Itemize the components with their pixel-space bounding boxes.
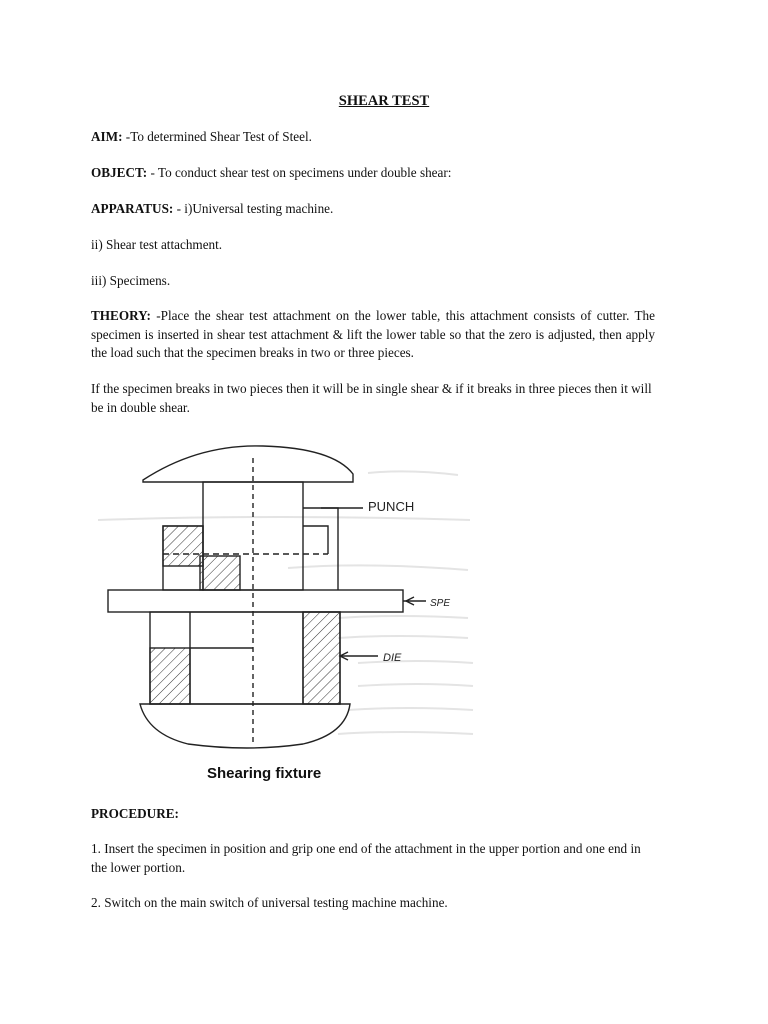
apparatus-item-3: iii) Specimens. [91, 273, 171, 288]
page-title: SHEAR TEST [338, 93, 430, 109]
procedure-step-2: 2. Switch on the main switch of universal testing machine machine. [91, 895, 448, 910]
shearing-fixture-drawing [88, 438, 478, 758]
die-left-hatch [150, 648, 190, 704]
apparatus-paragraph [91, 200, 655, 219]
theory-paragraph [91, 307, 655, 363]
procedure-label: PROCEDURE: [91, 806, 179, 821]
specimen-bar [108, 590, 403, 612]
die-label: DIE [383, 652, 402, 664]
specimen-label: SPE [430, 598, 451, 609]
procedure-step-1: 1. Insert the specimen in position and grip one end of the attachment in the upper portion and one end in the lower portion. [91, 841, 641, 875]
apparatus-item-2: ii) Shear test attachment. [91, 237, 223, 252]
procedure-heading [91, 805, 655, 824]
left-upper-hatch [163, 526, 203, 566]
die-right-hatch [303, 612, 340, 704]
right-inner-step [303, 526, 328, 554]
theory-paragraph-2: If the specimen breaks in two pieces then it will be in single shear & if it breaks in three pieces then it will be in double shear. [91, 381, 652, 415]
object-label: OBJECT: [91, 165, 148, 180]
aim-paragraph [91, 128, 655, 147]
theory-label: THEORY: [91, 308, 151, 323]
figure-caption: Shearing fixture [207, 765, 322, 782]
theory-text: -Place the shear test attachment on the lower table, this attachment consists of cutter. The specimen is inserted in shear test attachment & lift the lower table so that the zero is adjusted, then apply the load such that the specimen breaks in two or three pieces. [91, 308, 655, 360]
aim-text: -To determined Shear Test of Steel. [122, 129, 312, 144]
object-paragraph [91, 164, 655, 183]
punch-label: PUNCH [368, 499, 415, 514]
apparatus-label: APPARATUS: [91, 201, 174, 216]
object-text: - To conduct shear test on specimens under double shear: [147, 165, 452, 180]
upper-head [143, 446, 353, 482]
right-upper-step [303, 508, 338, 590]
center-hatch [200, 556, 240, 590]
aim-label: AIM: [91, 129, 123, 144]
apparatus-text: - i)Universal testing machine. [173, 201, 334, 216]
lower-base [140, 704, 350, 748]
